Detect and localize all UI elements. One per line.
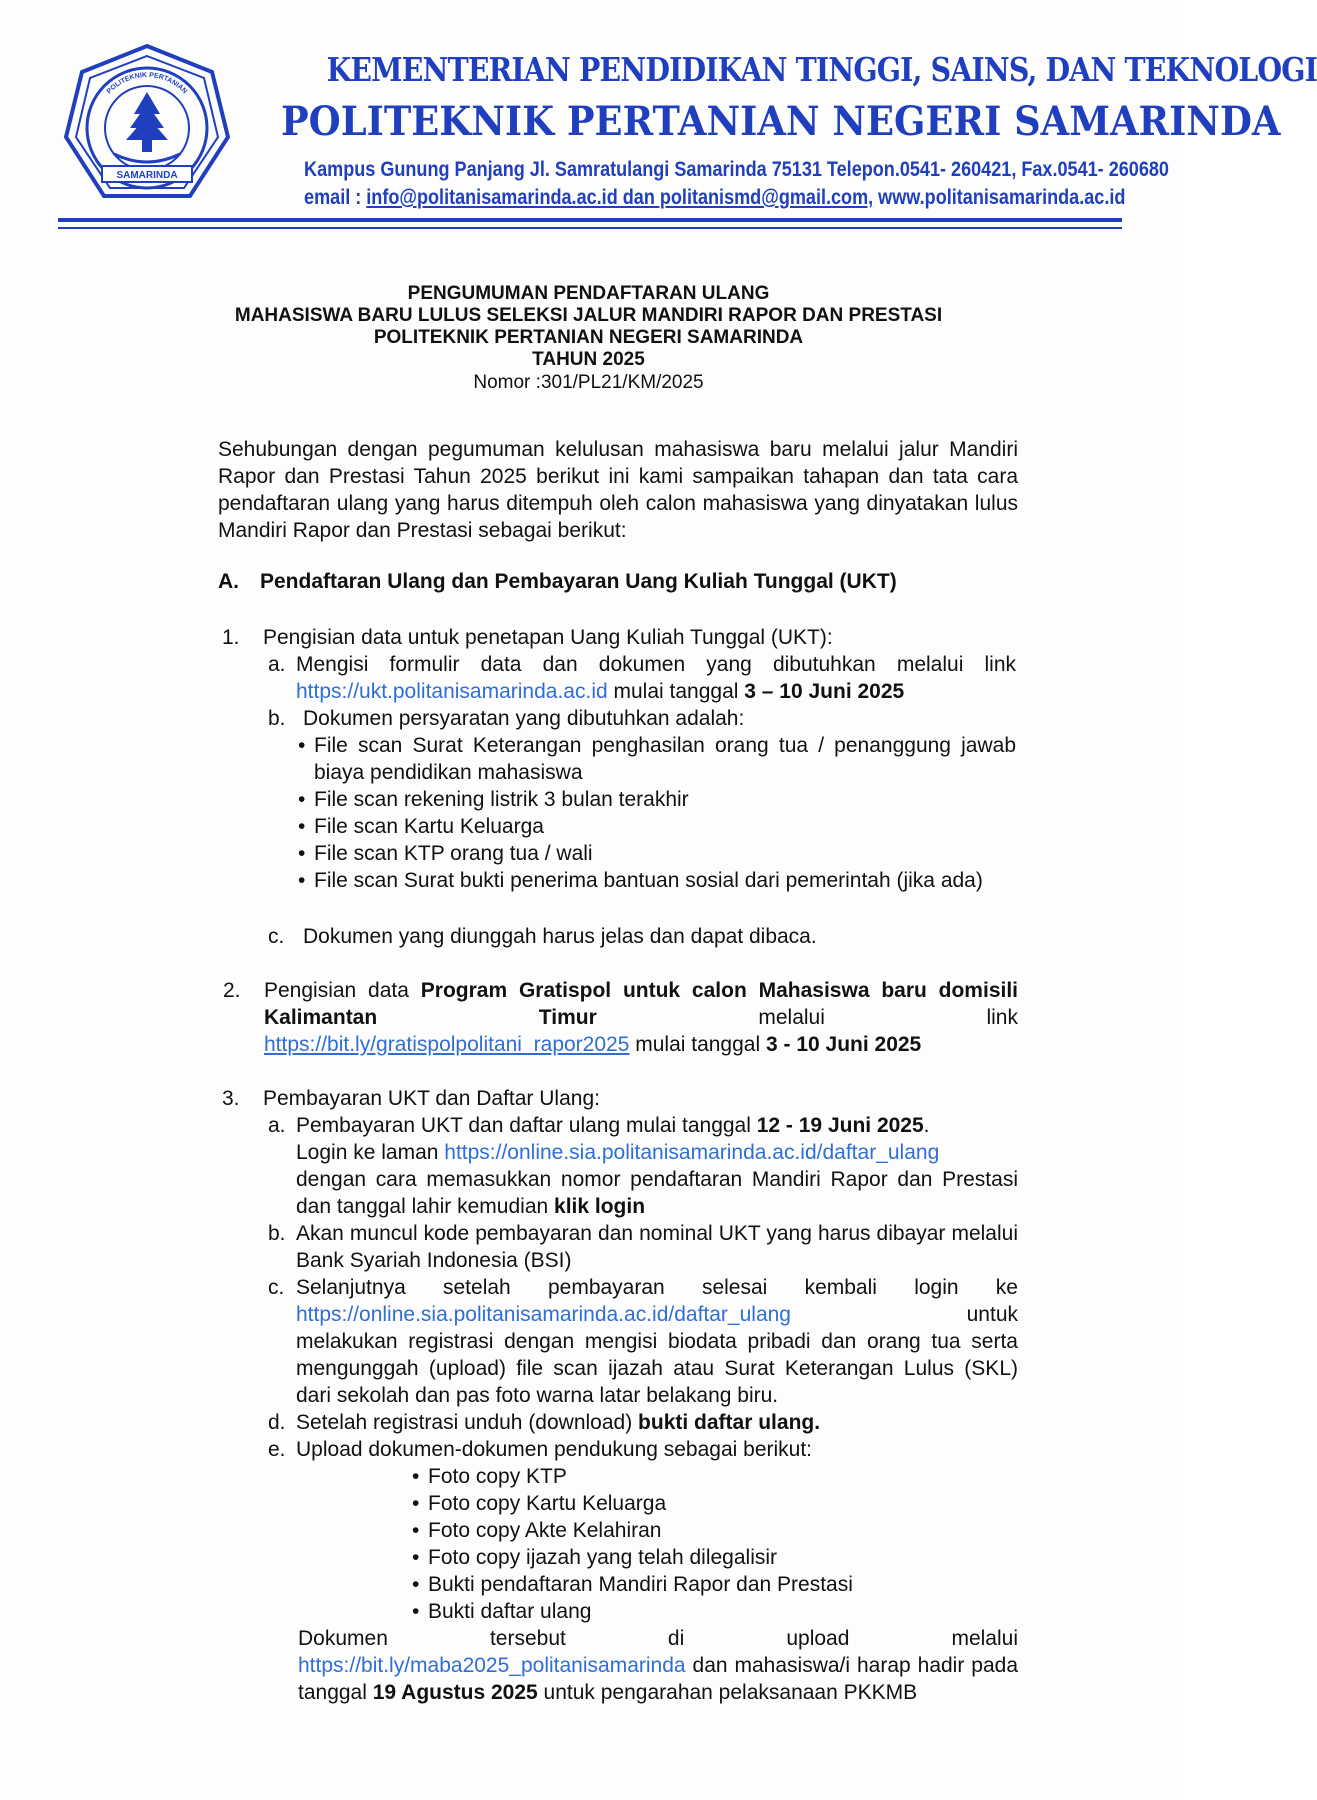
item-1a-text: Mengisi formulir data dan dokumen yang dibutuhkan melalui link [296, 653, 1016, 676]
item-3b-text: Akan muncul kode pembayaran dan nominal UKT yang harus dibayar melalui Bank Syariah Indonesia (BSI) [296, 1222, 1018, 1272]
item-1c-label: c. [268, 925, 285, 948]
email-links[interactable]: info@politanisamarinda.ac.id dan politanismd@gmail.com, [366, 186, 874, 209]
item-3b [268, 1220, 1018, 1274]
announcement-title [0, 283, 1177, 394]
section-a-heading [218, 570, 897, 594]
institution-logo [62, 42, 232, 212]
item-3e-label: e. [268, 1438, 286, 1461]
required-docs-list [296, 732, 1016, 894]
upload-item: • Foto copy ijazah yang telah dilegalisir [410, 1544, 1010, 1571]
closing-paragraph [298, 1625, 1018, 1706]
title-line-1: PENGUMUMAN PENDAFTARAN ULANG [407, 283, 770, 304]
item-2 [223, 977, 1018, 1058]
item-2-date: 3 - 10 Juni 2025 [765, 1033, 922, 1056]
doc-item: • File scan Surat Keterangan penghasilan orang tua / penanggung jawab biaya pendidikan mahasiswa [296, 732, 1016, 786]
item-1a-date: 3 – 10 Juni 2025 [744, 680, 905, 703]
item-3-number: 3. [222, 1087, 240, 1110]
maba-upload-link[interactable]: https://bit.ly/maba2025_politanisamarinda [298, 1654, 686, 1677]
daftar-ulang-link[interactable]: https://online.sia.politanisamarinda.ac.id/daftar_ulang [444, 1141, 940, 1164]
letterhead-rule-thick [58, 218, 1122, 222]
item-3d-bold: bukti daftar ulang. [638, 1411, 821, 1434]
item-3c-label: c. [268, 1276, 285, 1299]
title-line-4: TAHUN 2025 [532, 349, 645, 370]
logo-text-bottom: SAMARINDA [116, 170, 178, 181]
intro-paragraph: Sehubungan dengan pegumuman kelulusan mahasiswa baru melalui jalur Mandiri Rapor dan Prestasi Tahun 2025 berikut ini kami sampaikan tahapan dan tata cara pendaftaran ulang yang harus ditempuh oleh calon mahasiswa yang dinyatakan lulus Mandiri Rapor dan Prestasi sebagai berikut: [218, 438, 1018, 542]
item-1-number: 1. [222, 626, 240, 649]
email-prefix: email : [304, 186, 367, 209]
item-3c-post: untuk [966, 1303, 1018, 1326]
item-3d-pre: Setelah registrasi unduh (download) [296, 1411, 639, 1434]
item-3a-login: Login ke laman [296, 1141, 445, 1164]
title-line-3: POLITEKNIK PERTANIAN NEGERI SAMARINDA [373, 327, 804, 348]
item-1c-text: Dokumen yang diunggah harus jelas dan dapat dibaca. [303, 925, 817, 948]
ukt-link[interactable]: https://ukt.politanisamarinda.ac.id [296, 680, 608, 703]
closing-mid: dan mahasiswa/i harap hadir pada tanggal [298, 1654, 1018, 1704]
item-2-number: 2. [223, 979, 241, 1002]
closing-pre: Dokumen tersebut di upload melalui [298, 1627, 1018, 1650]
institution-contact [304, 186, 1126, 210]
item-3c [268, 1274, 1018, 1409]
doc-item: • File scan KTP orang tua / wali [296, 840, 1016, 867]
institution-address: Kampus Gunung Panjang Jl. Samratulangi Samarinda 75131 Telepon.0541- 260421, Fax.0541- 260680 [304, 158, 1169, 181]
daftar-ulang-link-2[interactable]: https://online.sia.politanisamarinda.ac.id/daftar_ulang [296, 1303, 791, 1326]
item-3c-pre: Selanjutnya setelah pembayaran selesai kembali login ke [296, 1276, 1018, 1299]
closing-post: untuk pengarahan pelaksanaan PKKMB [537, 1681, 918, 1704]
item-3a-bold: klik login [554, 1195, 646, 1218]
item-1-text: Pengisian data untuk penetapan Uang Kuliah Tunggal (UKT): [263, 626, 833, 649]
item-3a-dot: . [923, 1114, 930, 1137]
item-3a-pre: Pembayaran UKT dan daftar ulang mulai tanggal [296, 1114, 757, 1137]
institution-name: POLITEKNIK PERTANIAN NEGERI SAMARINDA [281, 98, 1281, 145]
closing-date: 19 Agustus 2025 [372, 1681, 538, 1704]
upload-item: • Bukti daftar ulang [410, 1598, 1010, 1625]
item-3a-label: a. [268, 1114, 286, 1137]
item-2-bold: Program Gratispol untuk calon Mahasiswa baru domisili Kalimantan Timur [264, 979, 1018, 1029]
item-1 [222, 624, 1023, 651]
item-3-text: Pembayaran UKT dan Daftar Ulang: [263, 1087, 600, 1110]
upload-item: • Foto copy Akte Kelahiran [410, 1517, 1010, 1544]
item-3e [268, 1436, 1018, 1463]
item-3e-text: Upload dokumen-dokumen pendukung sebagai berikut: [296, 1438, 813, 1461]
gratispol-link[interactable]: https://bit.ly/gratispolpolitani_rapor2025 [264, 1033, 630, 1056]
doc-item: • File scan Kartu Keluarga [296, 813, 1016, 840]
item-3a [268, 1112, 1018, 1220]
item-2-mid: mulai tanggal [629, 1033, 766, 1056]
upload-docs-list [410, 1463, 1010, 1625]
item-1c [268, 923, 1018, 950]
item-3a-date: 12 - 19 Juni 2025 [756, 1114, 924, 1137]
document-number: Nomor :301/PL21/KM/2025 [473, 372, 704, 393]
item-3d [268, 1409, 1018, 1436]
item-1b [268, 705, 1018, 732]
item-3b-label: b. [268, 1222, 286, 1245]
item-1b-text: Dokumen persyaratan yang dibutuhkan adalah: [303, 707, 745, 730]
website-link[interactable]: www.politanisamarinda.ac.id [873, 186, 1126, 209]
item-2-pre: Pengisian data [264, 979, 421, 1002]
item-1b-label: b. [268, 707, 286, 730]
item-1a-label: a. [268, 653, 286, 676]
item-2-post: melalui link [596, 1006, 1018, 1029]
doc-item: • File scan rekening listrik 3 bulan terakhir [296, 786, 1016, 813]
item-1a-mid: mulai tanggal [607, 680, 745, 703]
upload-item: • Foto copy KTP [410, 1463, 1010, 1490]
logo-text-top: POLITEKNIK PERTANIAN [105, 71, 189, 96]
item-1a [268, 651, 1016, 705]
doc-item: • File scan Surat bukti penerima bantuan sosial dari pemerintah (jika ada) [296, 867, 1016, 894]
section-a-title: Pendaftaran Ulang dan Pembayaran Uang Kuliah Tunggal (UKT) [260, 570, 897, 593]
section-a-letter: A. [218, 570, 239, 593]
letterhead-rule-thin [58, 227, 1122, 229]
upload-item: • Foto copy Kartu Keluarga [410, 1490, 1010, 1517]
item-3 [222, 1085, 1023, 1112]
title-line-2: MAHASISWA BARU LULUS SELEKSI JALUR MANDIRI RAPOR DAN PRESTASI [234, 305, 943, 326]
item-3d-label: d. [268, 1411, 286, 1434]
item-3c-rest: melakukan registrasi dengan mengisi biodata pribadi dan orang tua serta mengunggah (upload) file scan ijazah atau Surat Keterangan Lulus (SKL) dari sekolah dan pas foto warna latar belakang biru. [296, 1330, 1018, 1407]
ministry-name: KEMENTERIAN PENDIDIKAN TINGGI, SAINS, DAN TEKNOLOGI [326, 50, 1317, 89]
item-3a-rest: dengan cara memasukkan nomor pendaftaran Mandiri Rapor dan Prestasi dan tanggal lahir kemudian [296, 1168, 1018, 1218]
upload-item: • Bukti pendaftaran Mandiri Rapor dan Prestasi [410, 1571, 1010, 1598]
